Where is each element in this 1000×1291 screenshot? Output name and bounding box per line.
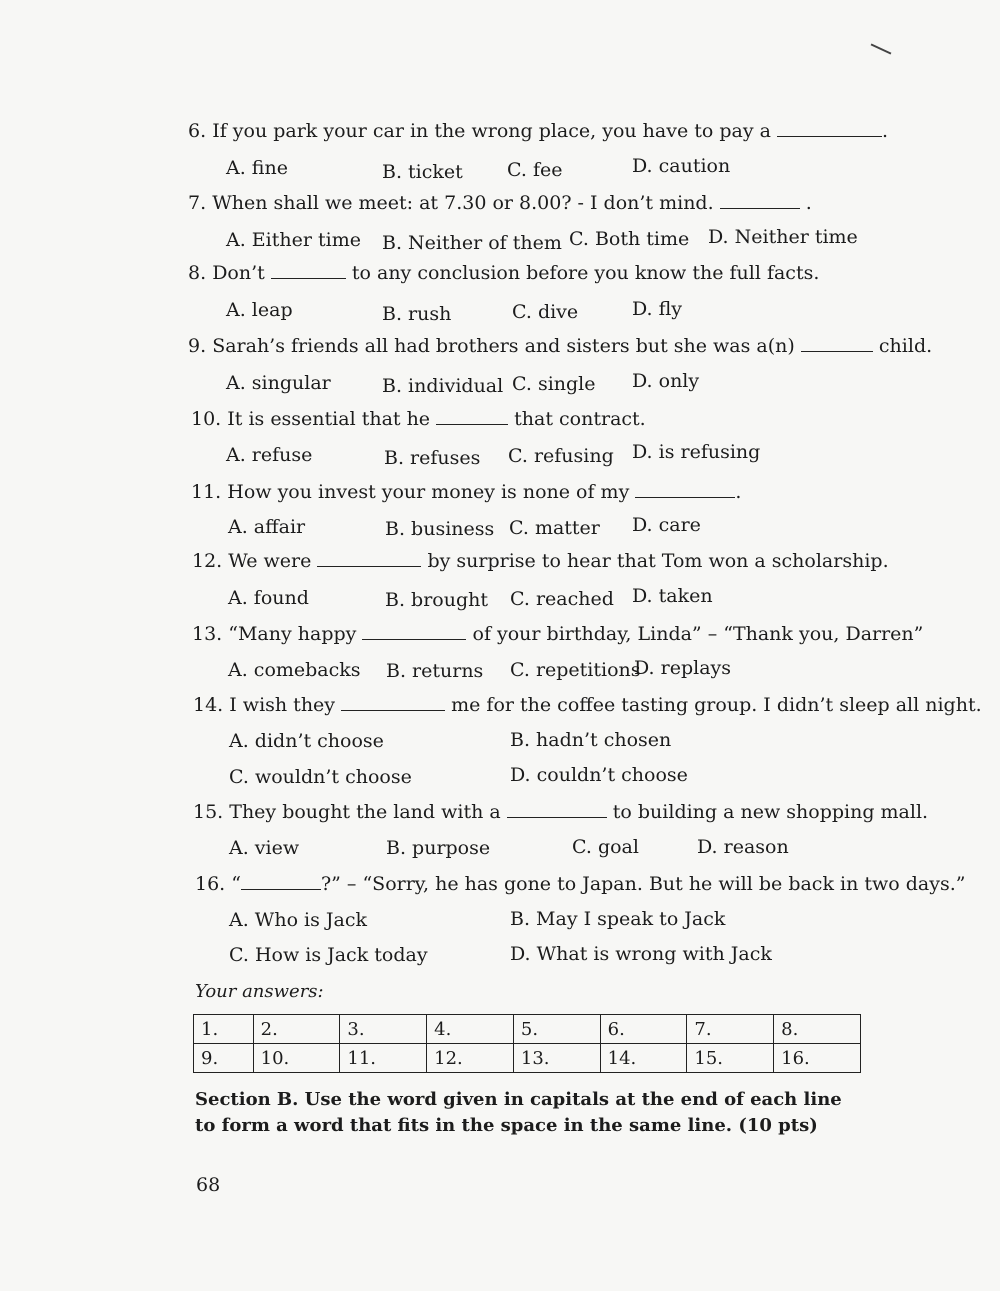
option-a[interactable]: A. fine [226, 157, 288, 179]
option-d[interactable]: D. caution [632, 155, 731, 177]
question-13: 13. “Many happy of your birthday, Linda” – “Thank you, Darren” [192, 623, 924, 645]
page-number: 68 [196, 1174, 221, 1196]
answer-blank[interactable] [436, 410, 508, 425]
answer-cell[interactable]: 13. [513, 1044, 600, 1073]
answer-grid [193, 1014, 861, 1073]
answer-cell[interactable]: 6. [600, 1015, 687, 1044]
option-c[interactable]: C. fee [507, 159, 563, 181]
answer-blank[interactable] [720, 194, 800, 209]
question-15: 15. They bought the land with a to building a new shopping mall. [193, 801, 929, 823]
answer-cell[interactable]: 5. [513, 1015, 600, 1044]
option-b[interactable]: B. refuses [384, 447, 481, 469]
option-d[interactable]: D. is refusing [632, 441, 761, 463]
question-16: 16. “ ?” – “Sorry, he has gone to Japan. But he will be back in two days.” [195, 873, 966, 895]
option-a[interactable]: A. singular [226, 372, 331, 394]
answer-cell[interactable]: 9. [194, 1044, 254, 1073]
option-d[interactable]: D. only [632, 370, 700, 392]
option-c[interactable]: C. single [512, 373, 596, 395]
answer-cell[interactable]: 8. [774, 1015, 861, 1044]
option-c[interactable]: C. refusing [508, 445, 614, 467]
answer-cell[interactable]: 15. [687, 1044, 774, 1073]
option-d[interactable]: D. taken [632, 585, 713, 607]
option-b[interactable]: B. brought [385, 589, 488, 611]
option-d[interactable]: D. couldn’t choose [510, 764, 688, 786]
answers-label: Your answers: [195, 981, 324, 1002]
option-b[interactable]: B. Neither of them [382, 232, 562, 254]
option-b[interactable]: B. returns [386, 660, 484, 682]
option-d[interactable]: D. What is wrong with Jack [510, 943, 772, 965]
answer-cell[interactable]: 2. [253, 1015, 340, 1044]
answer-blank[interactable] [241, 875, 321, 890]
answer-cell[interactable]: 11. [340, 1044, 427, 1073]
answer-cell[interactable]: 1. [194, 1015, 254, 1044]
question-7: 7. When shall we meet: at 7.30 or 8.00? - I don’t mind. . [188, 192, 812, 214]
answer-blank[interactable] [635, 483, 735, 498]
answer-blank[interactable] [801, 337, 873, 352]
answer-cell[interactable]: 10. [253, 1044, 340, 1073]
option-c[interactable]: C. dive [512, 301, 579, 323]
answer-blank[interactable] [271, 264, 346, 279]
option-a[interactable]: A. didn’t choose [229, 730, 384, 752]
option-a[interactable]: A. comebacks [228, 659, 361, 681]
answer-blank[interactable] [507, 803, 607, 818]
answer-blank[interactable] [317, 552, 421, 567]
option-a[interactable]: A. Either time [226, 229, 361, 251]
option-b[interactable]: B. ticket [382, 161, 463, 183]
answer-cell[interactable]: 3. [340, 1015, 427, 1044]
answer-row [194, 1044, 861, 1073]
option-d[interactable]: D. care [632, 514, 701, 536]
option-c[interactable]: C. reached [510, 588, 614, 610]
option-d[interactable]: D. reason [697, 836, 789, 858]
answer-cell[interactable]: 12. [427, 1044, 514, 1073]
option-c[interactable]: C. wouldn’t choose [229, 766, 412, 788]
answer-blank[interactable] [362, 625, 466, 640]
option-b[interactable]: B. individual [382, 375, 504, 397]
question-6: 6. If you park your car in the wrong place, you have to pay a . [188, 120, 889, 142]
answer-cell[interactable]: 14. [600, 1044, 687, 1073]
option-c[interactable]: C. goal [572, 836, 639, 858]
question-14: 14. I wish they me for the coffee tasting group. I didn’t sleep all night. [193, 694, 982, 716]
option-c[interactable]: C. repetitions [510, 659, 641, 681]
question-10: 10. It is essential that he that contract. [191, 408, 646, 430]
option-c[interactable]: C. Both time [569, 228, 690, 250]
option-a[interactable]: A. found [228, 587, 309, 609]
option-b[interactable]: B. business [385, 518, 495, 540]
option-a[interactable]: A. affair [228, 516, 306, 538]
option-b[interactable]: B. hadn’t chosen [510, 729, 672, 751]
option-d[interactable]: D. fly [632, 298, 683, 320]
option-c[interactable]: C. How is Jack today [229, 944, 428, 966]
answer-blank[interactable] [341, 696, 445, 711]
option-d[interactable]: D. replays [634, 657, 732, 679]
option-c[interactable]: C. matter [509, 517, 600, 539]
answer-blank[interactable] [777, 122, 882, 137]
answer-cell[interactable]: 7. [687, 1015, 774, 1044]
question-11: 11. How you invest your money is none of my . [191, 481, 742, 503]
question-8: 8. Don’t to any conclusion before you know the full facts. [188, 262, 820, 284]
answer-row [194, 1015, 861, 1044]
option-b[interactable]: B. May I speak to Jack [510, 908, 726, 930]
option-b[interactable]: B. purpose [386, 837, 491, 859]
answer-cell[interactable]: 16. [774, 1044, 861, 1073]
option-a[interactable]: A. refuse [226, 444, 313, 466]
option-d[interactable]: D. Neither time [708, 226, 858, 248]
option-a[interactable]: A. view [229, 837, 300, 859]
question-9: 9. Sarah’s friends all had brothers and sisters but she was a(n) child. [188, 335, 933, 357]
option-a[interactable]: A. Who is Jack [229, 909, 368, 931]
option-b[interactable]: B. rush [382, 303, 452, 325]
answer-cell[interactable]: 4. [427, 1015, 514, 1044]
question-12: 12. We were by surprise to hear that Tom won a scholarship. [192, 550, 889, 572]
option-a[interactable]: A. leap [226, 299, 293, 321]
corner-mark [871, 43, 892, 54]
section-b-heading: Section B. Use the word given in capitals at the end of each line to form a word that fits in the space in the same line. (10 pts) [195, 1089, 842, 1136]
